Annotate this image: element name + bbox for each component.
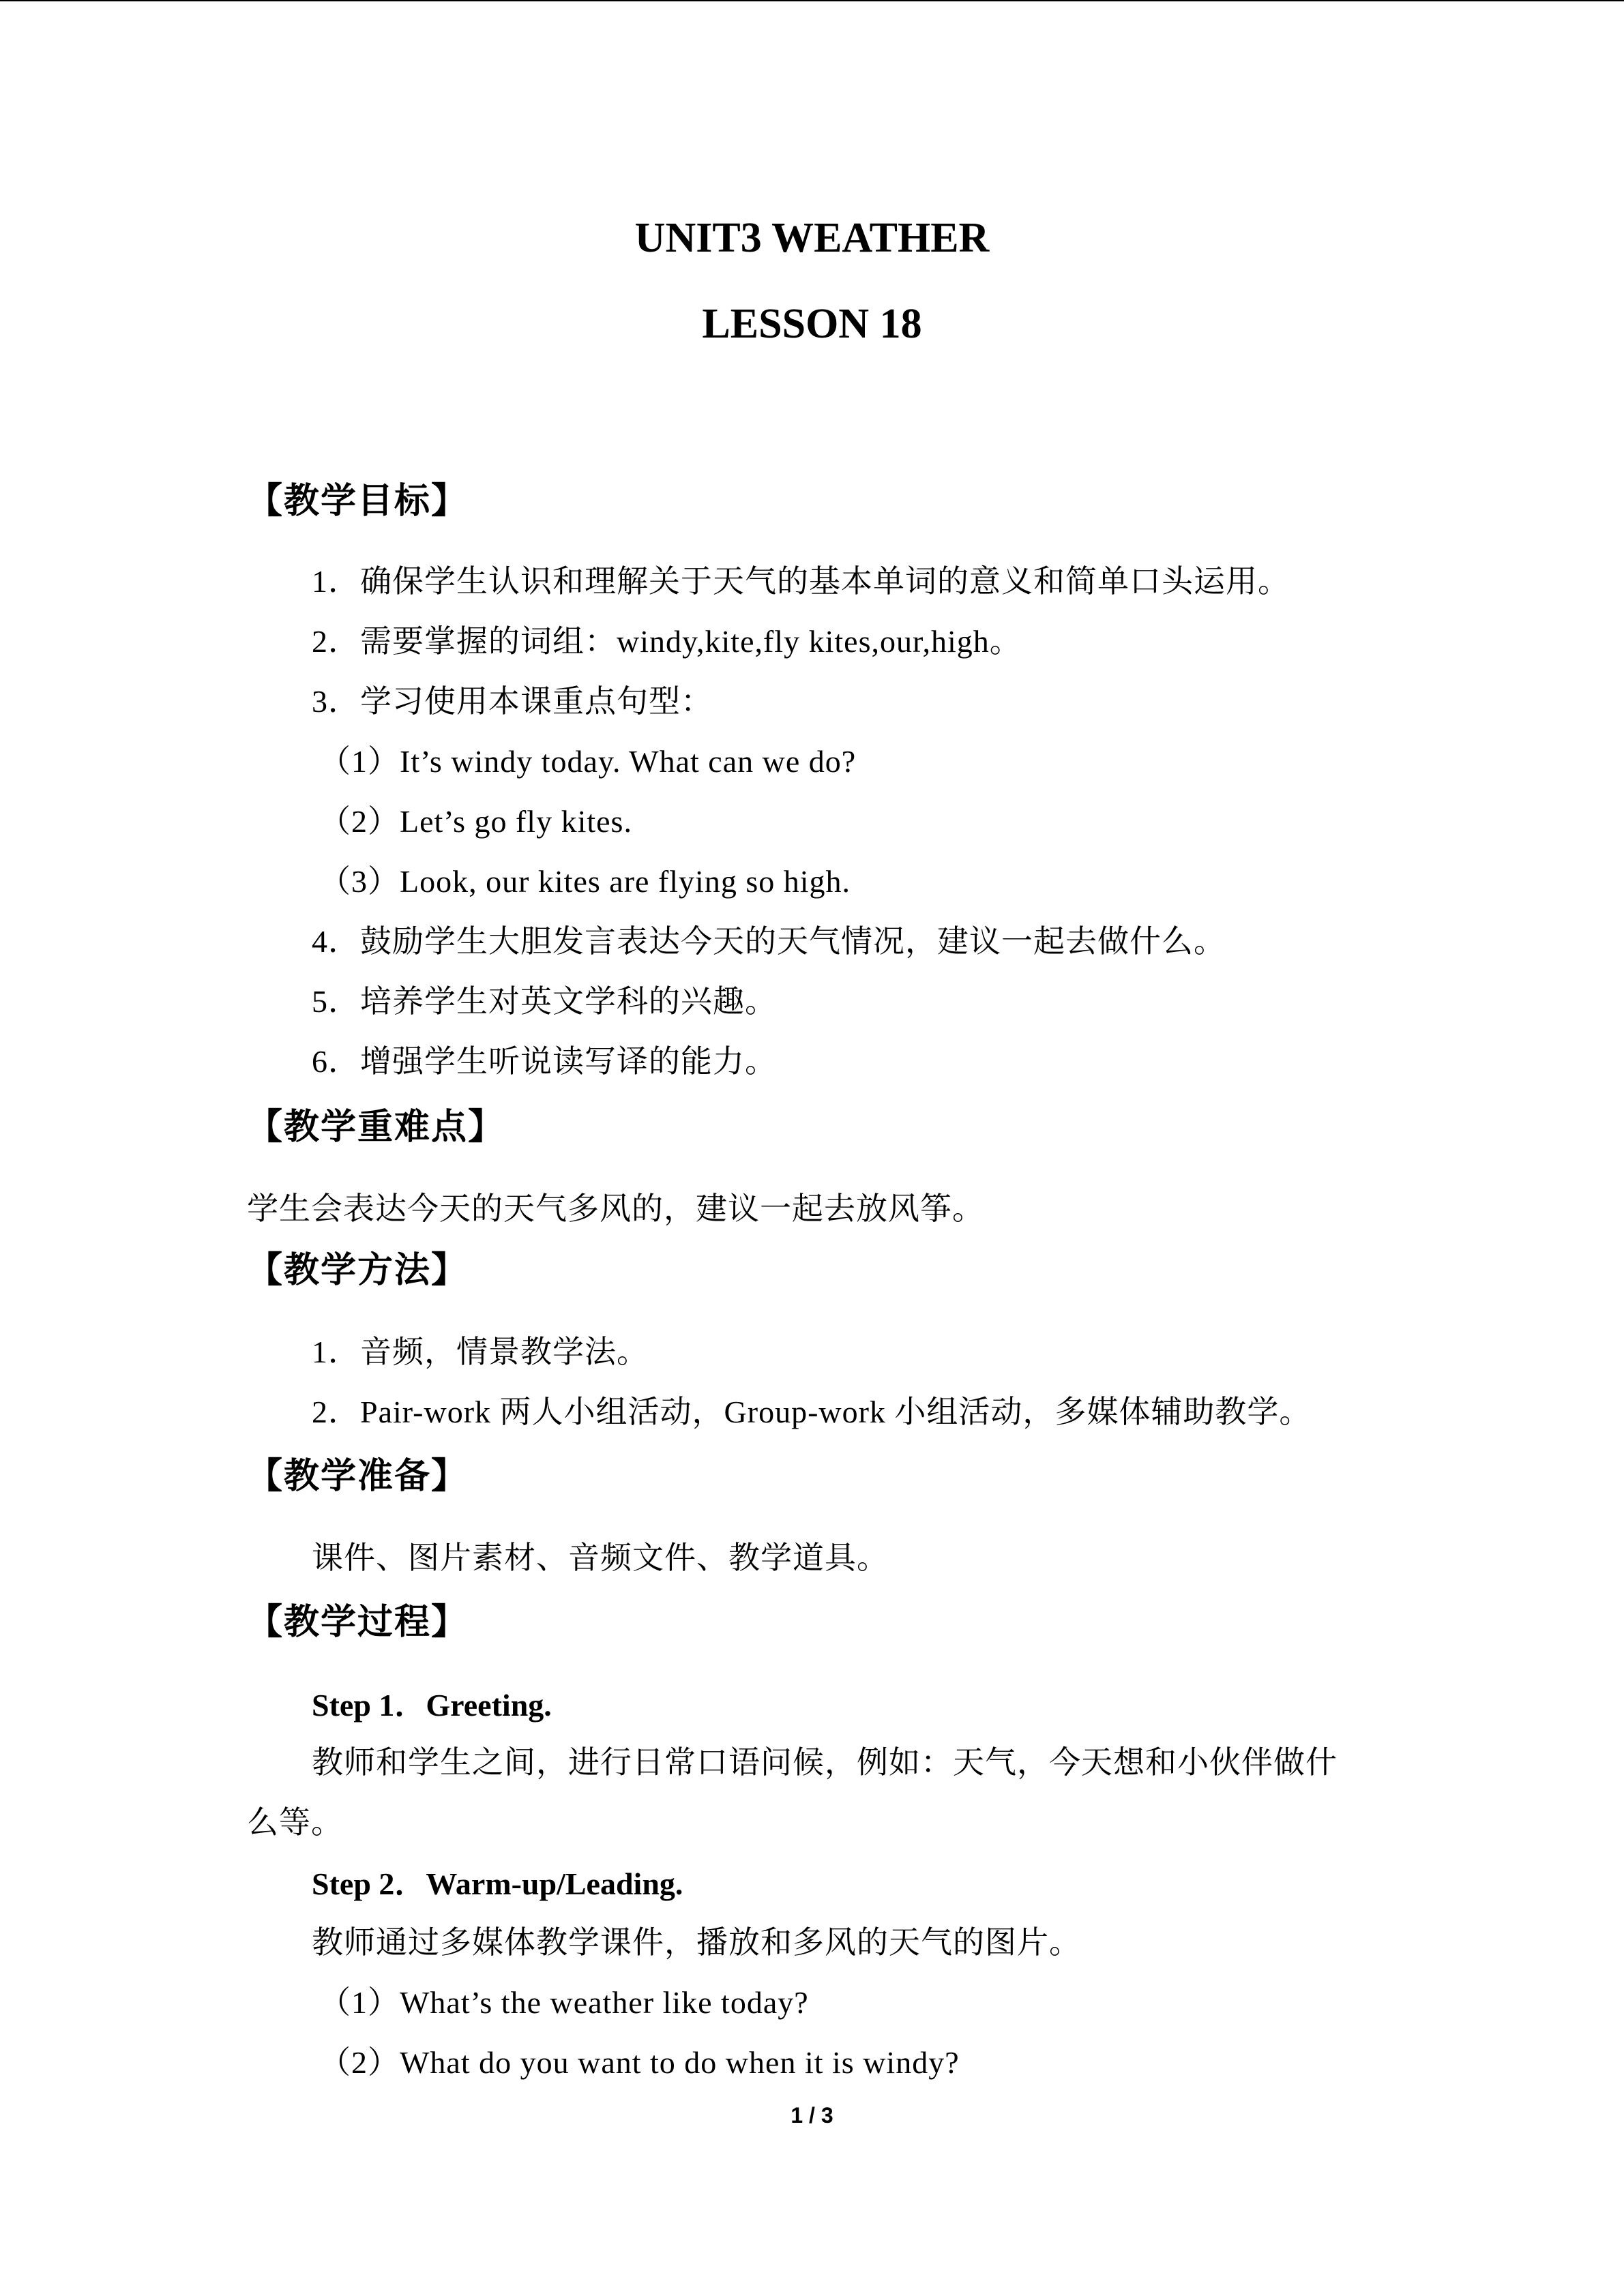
preparation-text: 课件、图片素材、音频文件、教学道具。 — [312, 1540, 889, 1575]
key-points-text: 学生会表达今天的天气多风的，建议一起去放风筝。 — [247, 1191, 984, 1226]
step2-title: Step 2．Warm-up/Leading. — [312, 1866, 683, 1901]
step1-text: 教师和学生之间，进行日常口语问候，例如：天气，今天想和小伙伴做什 — [312, 1745, 1338, 1780]
section-heading-methods: 【教学方法】 — [247, 1250, 469, 1291]
step2-text: 教师通过多媒体教学课件，播放和多风的天气的图片。 — [312, 1925, 1081, 1960]
section-heading-key-points: 【教学重难点】 — [247, 1107, 505, 1148]
objective-item: 5．培养学生对英文学科的兴趣。 — [312, 984, 777, 1019]
objective-item: 2．需要掌握的词组：windy,kite,fly kites,our,high。 — [312, 624, 1022, 659]
section-heading-objectives: 【教学目标】 — [247, 481, 469, 522]
objective-item: 4．鼓励学生大胆发言表达今天的天气情况，建议一起去做什么。 — [312, 924, 1226, 959]
sentence-pattern: （2）Let’s go fly kites. — [319, 804, 632, 839]
step1-title: Step 1．Greeting. — [312, 1688, 552, 1723]
sentence-pattern: （1）It’s windy today. What can we do? — [319, 744, 857, 779]
objective-item: 6．增强学生听说读写译的能力。 — [312, 1044, 777, 1079]
section-heading-preparation: 【教学准备】 — [247, 1456, 469, 1497]
sentence-pattern: （3）Look, our kites are flying so high. — [319, 864, 851, 899]
page-number: 1 / 3 — [791, 2103, 833, 2128]
step2-question: （1）What’s the weather like today? — [319, 1985, 809, 2020]
step1-text-cont: 么等。 — [247, 1805, 343, 1840]
method-item: 2．Pair-work 两人小组活动，Group-work 小组活动，多媒体辅助教学。 — [312, 1395, 1312, 1429]
objective-item: 1．确保学生认识和理解关于天气的基本单词的意义和简单口头运用。 — [312, 564, 1290, 599]
objective-item: 3．学习使用本课重点句型： — [312, 684, 713, 719]
step2-question: （2）What do you want to do when it is windy? — [319, 2045, 960, 2080]
document-title: UNIT3 WEATHER — [634, 215, 990, 261]
section-heading-process: 【教学过程】 — [247, 1602, 469, 1643]
method-item: 1．音频，情景教学法。 — [312, 1335, 649, 1369]
lesson-title: LESSON 18 — [702, 301, 922, 347]
